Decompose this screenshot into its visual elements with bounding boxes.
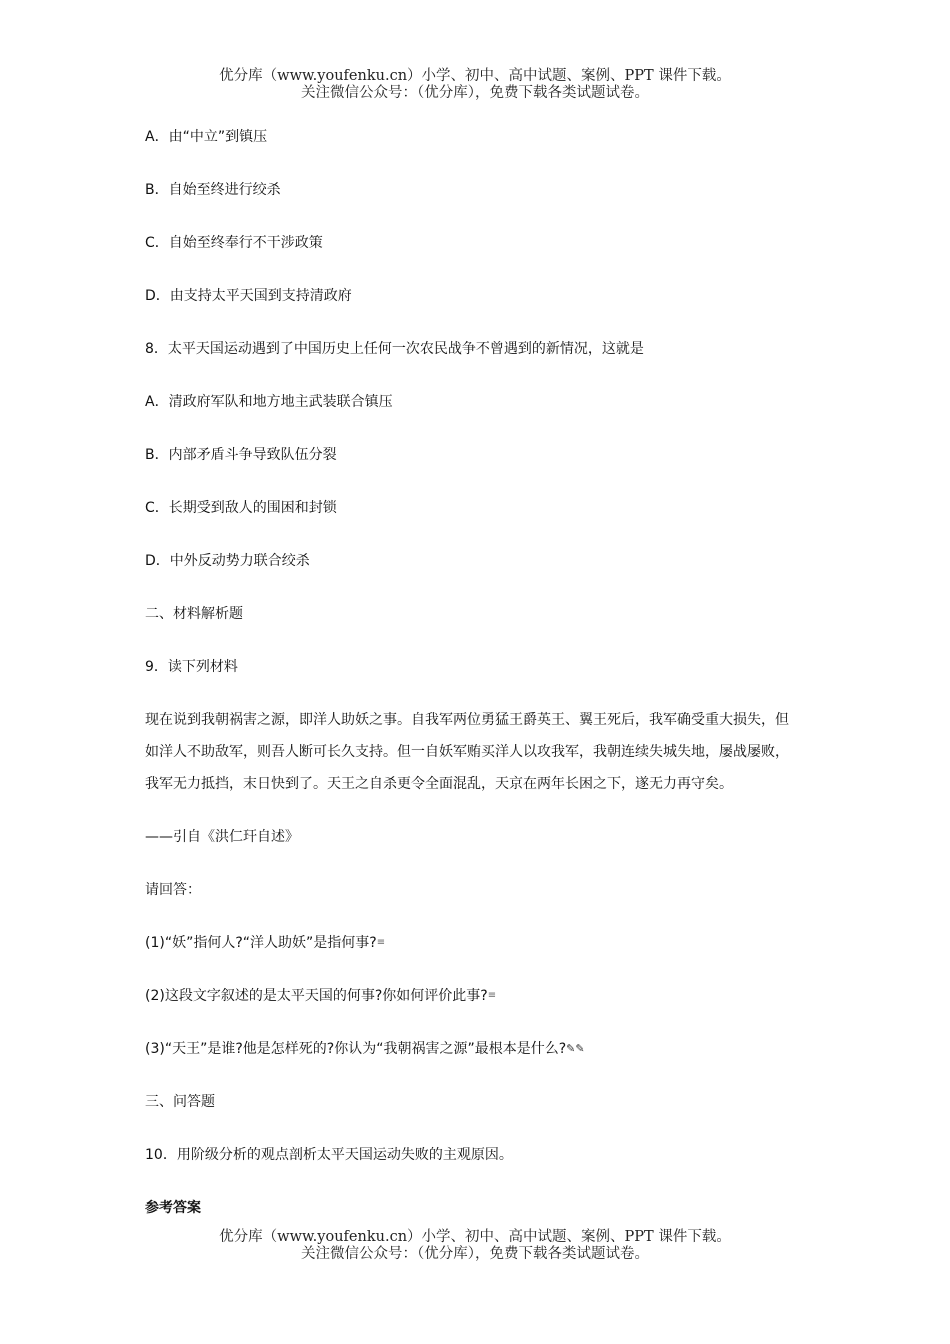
q8-stem: 8．太平天国运动遇到了中国历史上任何一次农民战争不曾遇到的新情况，这就是 xyxy=(145,341,644,357)
answer-prompt: 请回答： xyxy=(145,882,201,898)
header-line-2: 关注微信公众号：（优分库），免费下载各类试题试卷。 xyxy=(301,85,649,101)
passage-citation: ——引自《洪仁玕自述》 xyxy=(145,829,299,845)
q7-option-d: D．由支持太平天国到支持清政府 xyxy=(145,288,352,304)
sub-question-2 xyxy=(145,987,496,1005)
sub-question-1-text: (1)“妖”指何人?“洋人助妖”是指何事? xyxy=(145,935,377,951)
sub-question-3-text: (3)“天王”是谁?他是怎样死的?你认为“我朝祸害之源”最根本是什么? xyxy=(145,1041,567,1057)
passage-line-3: 我军无力抵挡，末日快到了。天王之自杀更令全面混乱，天京在两年长困之下，遂无力再守矣。 xyxy=(145,776,733,792)
sub-question-1 xyxy=(145,934,385,952)
q8-option-a: A．清政府军队和地方地主武装联合镇压 xyxy=(145,394,393,410)
q8-option-b: B．内部矛盾斗争导致队伍分裂 xyxy=(145,447,337,463)
q7-option-a: A．由“中立”到镇压 xyxy=(145,129,268,145)
q7-option-b: B．自始至终进行绞杀 xyxy=(145,182,281,198)
passage-line-2: 如洋人不助敌军，则吾人断可长久支持。但一自妖军贿买洋人以攻我军，我朝连续失城失地，屡战屡败， xyxy=(145,744,789,760)
decoration-glyph-icon: ✎✎ xyxy=(566,1042,585,1055)
passage-line-1: 现在说到我朝祸害之源，即洋人助妖之事。自我军两位勇猛王爵英王、翼王死后，我军确受重大损失，但 xyxy=(145,712,789,728)
q7-option-c: C．自始至终奉行不干涉政策 xyxy=(145,235,323,251)
footer-line-1: 优分库（www.youfenku.cn）小学、初中、高中试题、案例、PPT 课件下载。 xyxy=(219,1229,731,1245)
footer-line-2: 关注微信公众号：（优分库），免费下载各类试题试卷。 xyxy=(301,1246,649,1262)
q8-option-d: D．中外反动势力联合绞杀 xyxy=(145,553,310,569)
q9-stem: 9．读下列材料 xyxy=(145,659,238,675)
q10-stem: 10．用阶级分析的观点剖析太平天国运动失败的主观原因。 xyxy=(145,1147,513,1163)
sub-question-3 xyxy=(145,1040,585,1058)
answer-heading: 参考答案 xyxy=(145,1200,201,1216)
header-line-1: 优分库（www.youfenku.cn）小学、初中、高中试题、案例、PPT 课件下载。 xyxy=(219,68,731,84)
q8-option-c: C．长期受到敌人的围困和封锁 xyxy=(145,500,337,516)
paragraph-mark-icon: ≡ xyxy=(487,990,497,1001)
section-2-title: 二、材料解析题 xyxy=(145,606,243,622)
page-footer xyxy=(0,1229,950,1263)
section-3-title: 三、问答题 xyxy=(145,1094,215,1110)
paragraph-mark-icon: ≡ xyxy=(376,937,386,948)
page-header xyxy=(0,68,950,102)
sub-question-2-text: (2)这段文字叙述的是太平天国的何事?你如何评价此事? xyxy=(145,988,488,1004)
